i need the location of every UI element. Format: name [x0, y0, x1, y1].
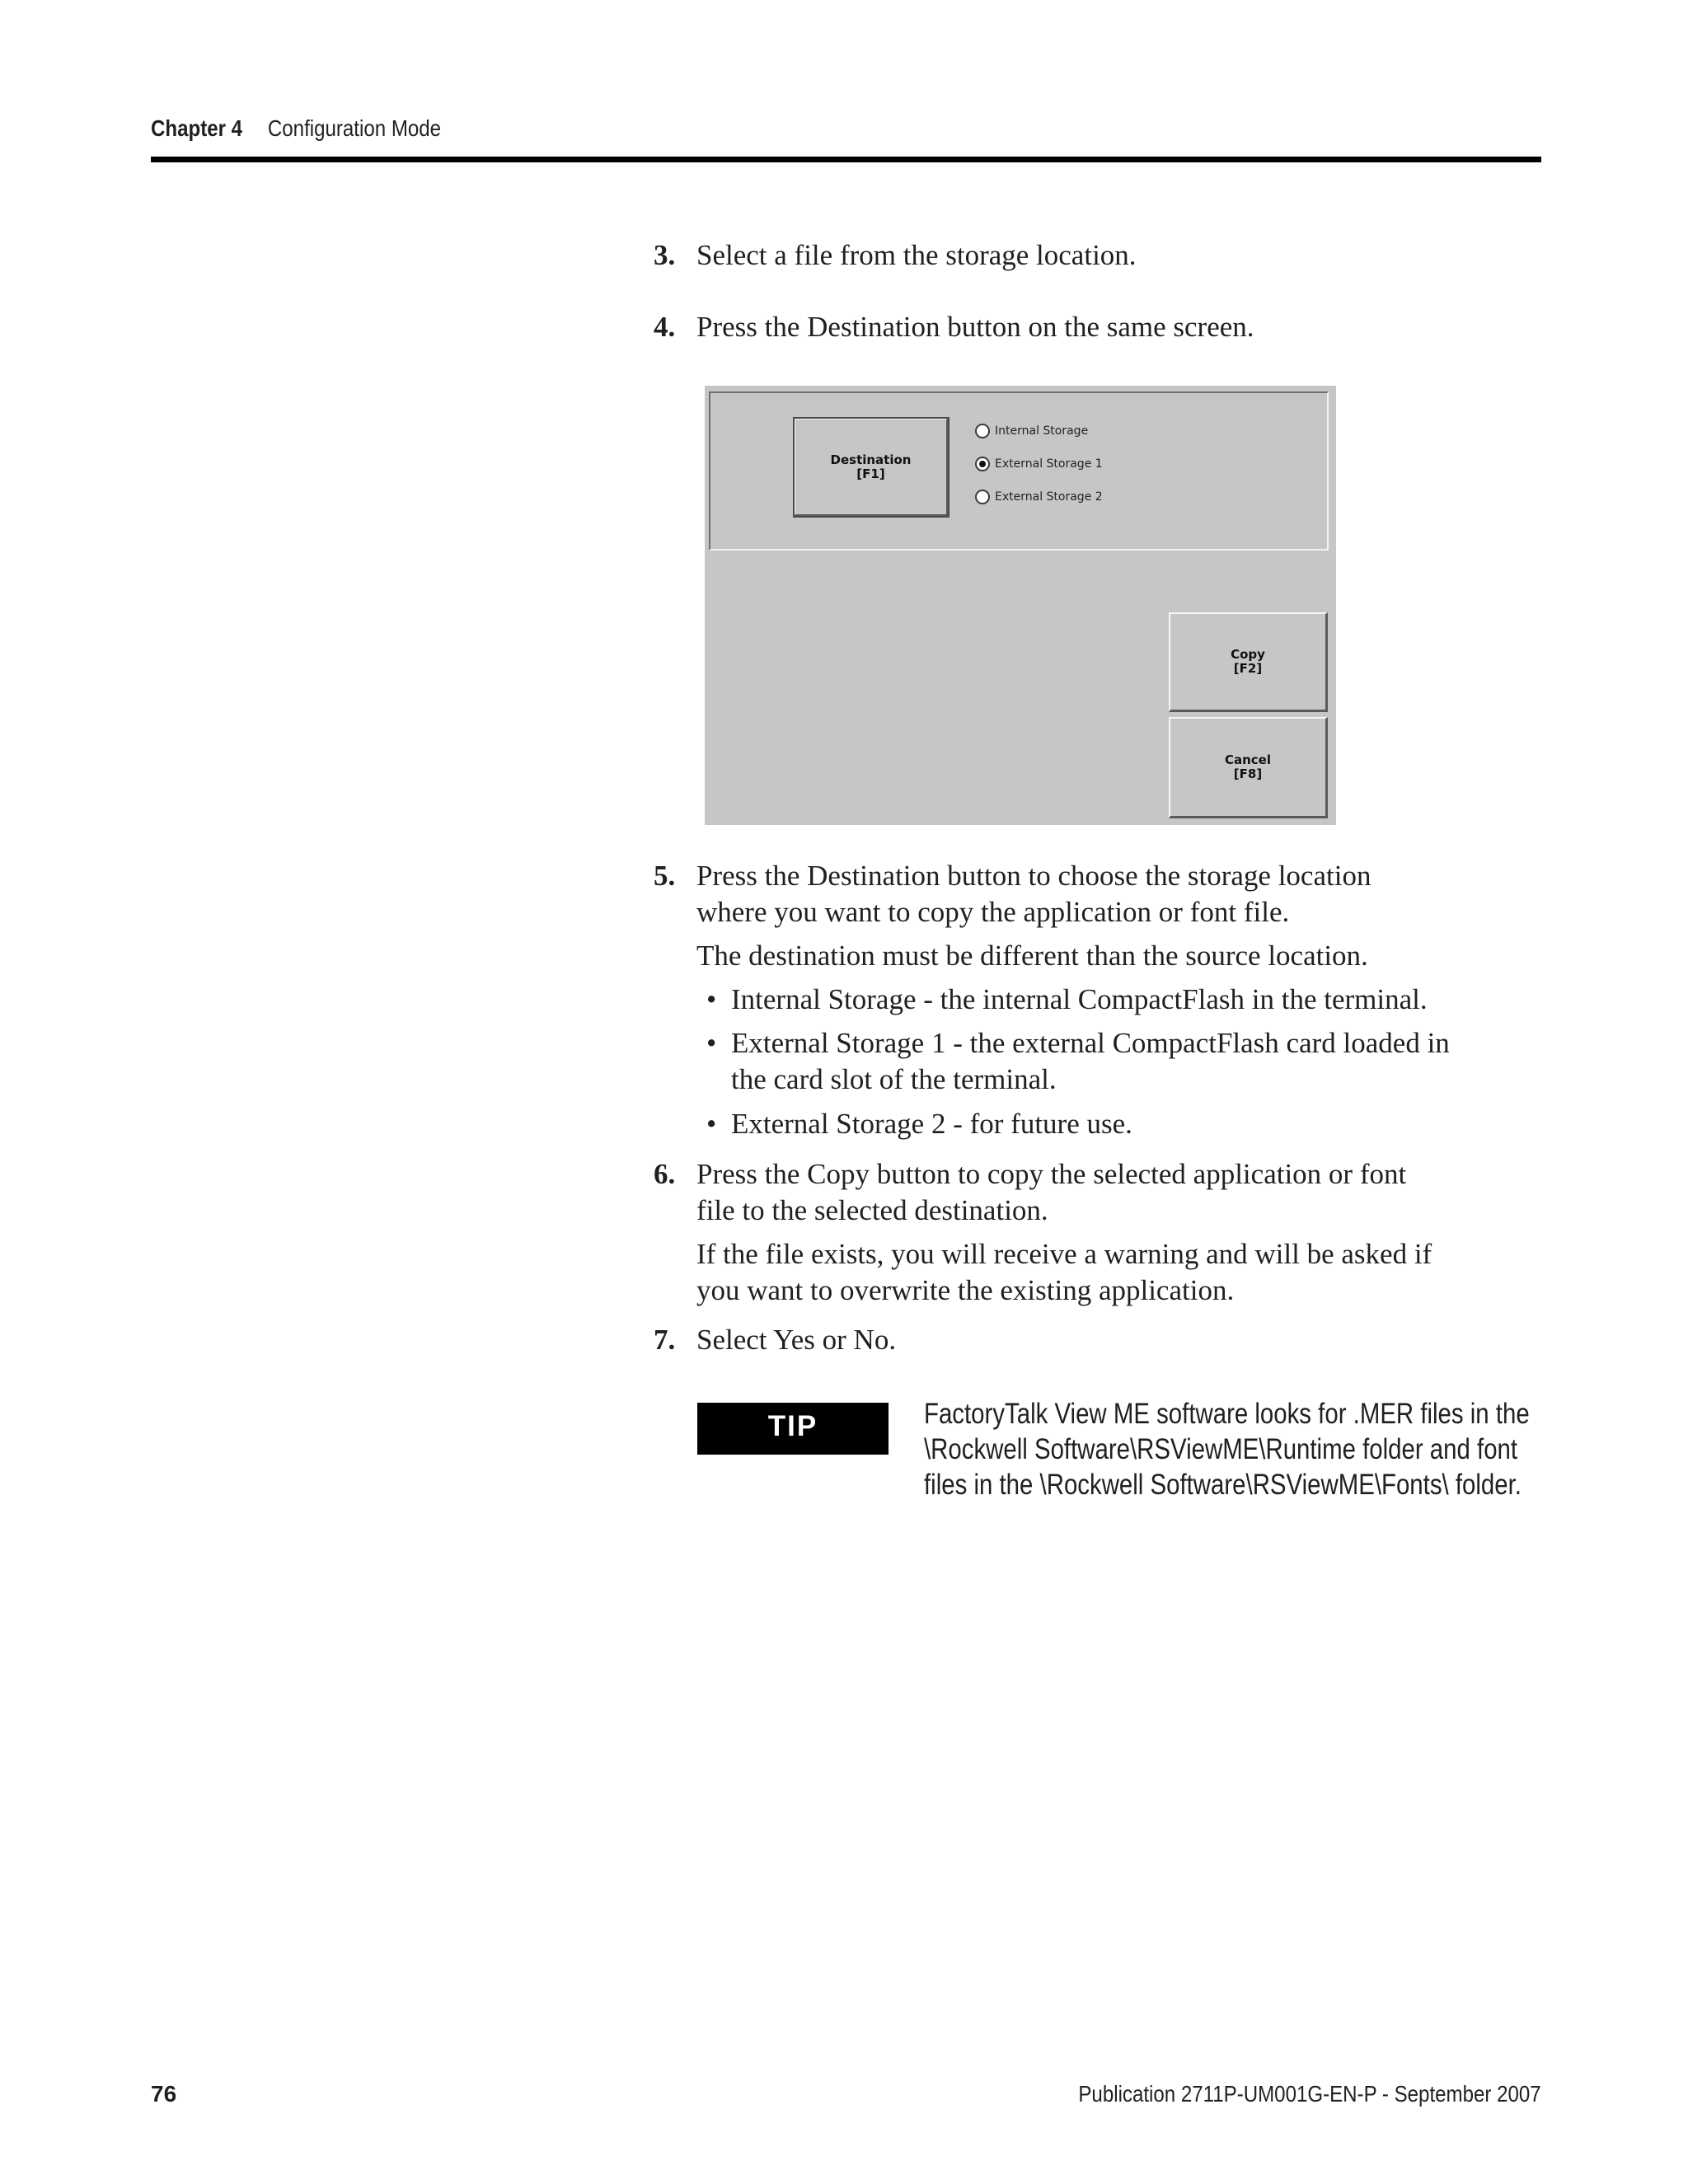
button-label: Cancel	[1224, 752, 1271, 767]
step-text-line: where you want to copy the application or font file.	[696, 896, 1290, 928]
step-text	[696, 858, 1562, 930]
step-number: 3.	[654, 239, 676, 271]
radio-circle-icon	[975, 490, 990, 504]
step-text-line: Press the Copy button to copy the selected application or font	[696, 1158, 1407, 1190]
page-number: 76	[151, 2081, 177, 2107]
step-text	[696, 1156, 1562, 1229]
radio-label: External Storage 2	[995, 490, 1103, 504]
bullet-text	[731, 1025, 1555, 1098]
terminal-screenshot	[705, 386, 1336, 825]
step-text: Press the Destination button on the same screen.	[696, 311, 1254, 343]
bullet-text: Internal Storage - the internal CompactFlash in the terminal.	[731, 983, 1428, 1015]
button-key: [F8]	[1233, 766, 1263, 781]
bullet-dot: •	[706, 1027, 717, 1059]
chapter-title: Configuration Mode	[267, 115, 442, 141]
radio-external-storage-2[interactable]	[975, 487, 1103, 507]
chapter-label: Chapter 4	[151, 115, 243, 141]
step-text-line: file to the selected destination.	[696, 1194, 1048, 1226]
note-line: you want to overwrite the existing application.	[696, 1274, 1235, 1306]
step-number: 5.	[654, 860, 676, 892]
step-number: 7.	[654, 1324, 676, 1356]
bullet-dot: •	[706, 983, 717, 1015]
publication-info: Publication 2711P-UM001G-EN-P - September 2007	[1078, 2081, 1541, 2107]
bullet-dot: •	[706, 1108, 717, 1140]
radio-label: Internal Storage	[995, 424, 1089, 438]
tip-text-line: FactoryTalk View ME software looks for .MER files in the	[924, 1398, 1530, 1430]
header-rule	[151, 157, 1541, 162]
button-key: [F1]	[856, 466, 885, 481]
step-6-note	[696, 1236, 1545, 1309]
step-number: 4.	[654, 311, 676, 343]
radio-external-storage-1[interactable]	[975, 454, 1103, 474]
bullet-text-line: the card slot of the terminal.	[731, 1063, 1057, 1095]
copy-button[interactable]	[1169, 612, 1328, 712]
bullet-text-line: External Storage 1 - the external CompactFlash card loaded in	[731, 1027, 1450, 1059]
step-text-line: Press the Destination button to choose the storage location	[696, 860, 1372, 892]
button-label: Copy	[1231, 647, 1265, 662]
cancel-button[interactable]	[1169, 717, 1328, 818]
tip-label: TIP	[697, 1403, 889, 1455]
tip-text-line: files in the \Rockwell Software\RSViewME\Fonts\ folder.	[924, 1469, 1522, 1501]
radio-circle-icon	[975, 424, 990, 438]
destination-button[interactable]	[794, 418, 949, 517]
bullet-text: External Storage 2 - for future use.	[731, 1108, 1132, 1140]
step-text: Select Yes or No.	[696, 1324, 897, 1356]
step-5-note: The destination must be different than the source location.	[696, 940, 1368, 972]
step-number: 6.	[654, 1158, 676, 1190]
note-line: If the file exists, you will receive a warning and will be asked if	[696, 1238, 1432, 1270]
radio-label: External Storage 1	[995, 457, 1103, 471]
step-text: Select a file from the storage location.	[696, 239, 1137, 271]
tip-text	[924, 1396, 1540, 1502]
page-header	[151, 115, 1347, 148]
radio-selected-icon	[975, 457, 990, 471]
tip-text-line: \Rockwell Software\RSViewME\Runtime folder and font	[924, 1433, 1518, 1465]
button-key: [F2]	[1233, 661, 1263, 676]
button-label: Destination	[830, 452, 912, 467]
radio-internal-storage[interactable]	[975, 421, 1088, 441]
